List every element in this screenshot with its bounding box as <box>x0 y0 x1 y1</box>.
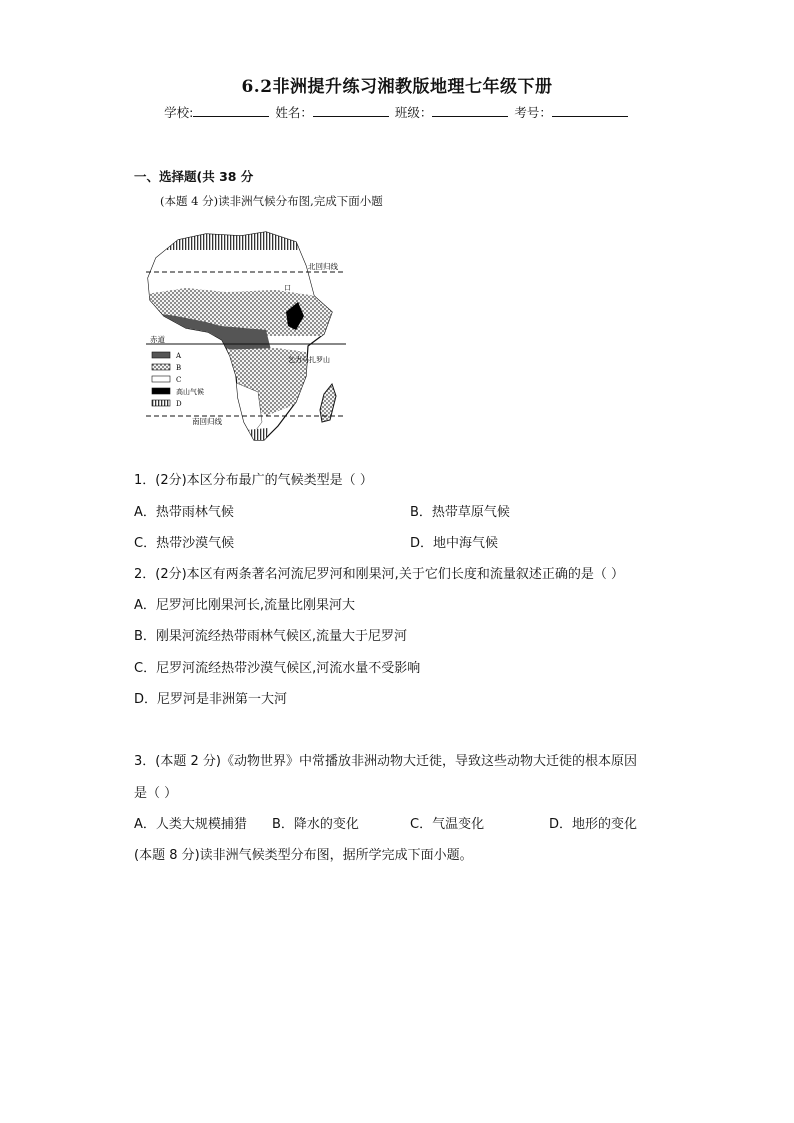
legend-b: B <box>176 364 182 372</box>
q1-option-d[interactable]: D．地中海气候 <box>410 536 499 551</box>
q3-option-a[interactable]: A．人类大规模捕猎 <box>134 817 247 832</box>
page-title: 6.2非洲提升练习湘教版地理七年级下册 <box>241 77 553 97</box>
q1-option-c[interactable]: C．热带沙漠气候 <box>134 536 235 551</box>
tropic-south-label: 南回归线 <box>192 417 222 426</box>
class-blank[interactable] <box>432 104 508 117</box>
question-3-stem-line1: 3．(本题 2 分)《动物世界》中常播放非洲动物大迁徙，导致这些动物大迁徙的根本原因 <box>134 754 637 769</box>
school-blank[interactable] <box>193 104 269 117</box>
section-heading: 一、选择题(共 38 分 <box>134 169 254 184</box>
school-label: 学校: <box>164 105 194 120</box>
q2-option-a[interactable]: A．尼罗河比刚果河长,流量比刚果河大 <box>134 598 356 613</box>
map-legend <box>152 352 204 408</box>
question-2-stem: 2．(2分)本区有两条著名河流尼罗河和刚果河,关于它们长度和流量叙述正确的是（ ） <box>134 567 624 582</box>
legend-c: C <box>176 376 182 384</box>
q3-option-c[interactable]: C．气温变化 <box>410 817 485 832</box>
number-label: 考号： <box>514 105 552 120</box>
zone-c-north <box>146 250 356 296</box>
q3-option-d[interactable]: D．地形的变化 <box>549 817 638 832</box>
q1-option-b[interactable]: B．热带草原气候 <box>410 505 510 520</box>
q2-option-d[interactable]: D．尼罗河是非洲第一大河 <box>134 692 288 707</box>
legend-highland: 高山气候 <box>176 388 204 396</box>
student-info-line <box>0 103 794 121</box>
legend-d: D <box>176 400 182 408</box>
question-3-stem-line2: 是（ ） <box>134 786 178 801</box>
class-label: 班级： <box>394 105 433 120</box>
equator-label: 赤道 <box>150 335 165 344</box>
legend-a: A <box>176 352 182 360</box>
kilimanjaro-label: 乞力马扎罗山 <box>288 356 330 364</box>
zone-d-north <box>146 226 356 250</box>
map-marker: 口 <box>284 284 291 292</box>
q2-option-c[interactable]: C．尼罗河流经热带沙漠气候区,河流水量不受影响 <box>134 661 421 676</box>
name-label: 姓名： <box>275 105 313 120</box>
africa-climate-map <box>146 226 356 452</box>
zone-d-south <box>246 428 268 444</box>
question-1-stem: 1．(2分)本区分布最广的气候类型是（ ） <box>134 473 373 488</box>
tropic-north-label: 北回归线 <box>308 262 338 271</box>
q3-option-b[interactable]: B．降水的变化 <box>272 817 359 832</box>
q2-option-b[interactable]: B．刚果河流经热带雨林气候区,流量大于尼罗河 <box>134 629 408 644</box>
section-intro-2: (本题 8 分)读非洲气候类型分布图，据所学完成下面小题。 <box>134 848 473 863</box>
name-blank[interactable] <box>313 104 389 117</box>
q1-option-a[interactable]: A．热带雨林气候 <box>134 505 234 520</box>
section-intro: (本题 4 分)读非洲气候分布图,完成下面小题 <box>160 194 383 208</box>
number-blank[interactable] <box>552 104 628 117</box>
